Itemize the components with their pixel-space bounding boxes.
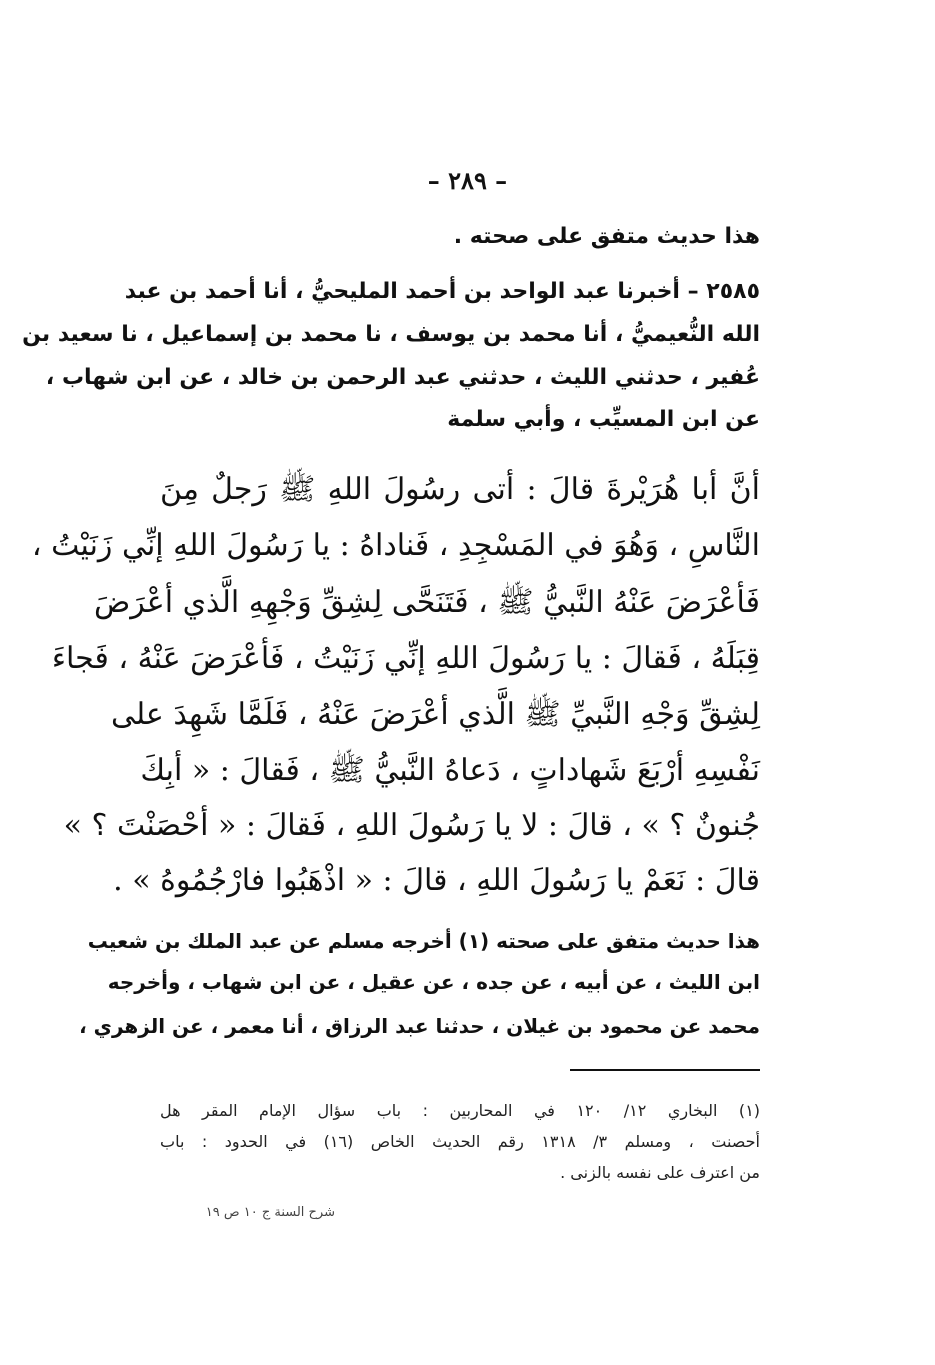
page-number: – ٢٨٩ – <box>427 166 508 195</box>
commentary-line: محمد عن محمود بن غيلان ، حدثنا عبد الرزاق ، أنا معمر ، عن الزهري ، <box>79 1014 760 1038</box>
matn-line: جُنونٌ ؟ » ، قالَ : لا يا رَسُولَ اللهِ ، فَقالَ : « أحْصَنْتَ ؟ » <box>63 808 760 843</box>
isnad-line: الله النُّعيميُّ ، أنا محمد بن يوسف ، نا محمد بن إسماعيل ، نا سعيد بن <box>22 322 760 347</box>
source-stamp: شرح السنة ج ١٠ ص ١٩ <box>205 1205 335 1220</box>
matn-line: لِشِقِّ وَجْهِ النَّبيِّ ﷺ الَّذي أعْرَضَ عَنْهُ ، فَلَمَّا شَهِدَ على <box>110 697 760 732</box>
matn-line: قِبَلَهُ ، فَقالَ : يا رَسُولَ اللهِ إنِّي زَنَيْتُ ، فَأعْرَضَ عَنْهُ ، فَجاءَ <box>51 641 760 676</box>
matn-line: النَّاسِ ، وَهُوَ في المَسْجِدِ ، فَناداهُ : يا رَسُولَ اللهِ إنِّي زَنَيْتُ ، <box>31 528 760 563</box>
matn-line: قالَ : نَعَمْ يا رَسُولَ اللهِ ، قالَ : « اذْهَبُوا فارْجُمُوهُ » . <box>113 863 760 898</box>
footnote-line: (١) البخاري ١٢/ ١٢٠ في المحاربين : باب سؤال الإمام المقر هل <box>160 1101 761 1120</box>
matn-line: فَأعْرَضَ عَنْهُ النَّبيُّ ﷺ ، فَتَنَحَّى لِشِقِّ وَجْهِهِ الَّذي أعْرَضَ <box>93 585 760 620</box>
matn-line: أنَّ أبا هُرَيْرةَ قالَ : أتى رسُولَ اللهِ ﷺ رَجلٌ مِنَ <box>160 472 760 507</box>
commentary-line: هذا حديث متفق على صحته (١) أخرجه مسلم عن عبد الملك بن شعيب <box>87 929 760 953</box>
footnote-line: من اعترف على نفسه بالزنى . <box>560 1163 760 1182</box>
intro-line: هذا حديث متفق على صحته . <box>453 224 760 249</box>
isnad-line: عُفير ، حدثني الليث ، حدثني عبد الرحمن بن خالد ، عن ابن شهاب ، <box>45 365 760 390</box>
footnote-line: أحصنت ، ومسلم ٣/ ١٣١٨ رقم الحديث الخاص (١٦) في الحدود : باب <box>160 1132 760 1151</box>
commentary-line: ابن الليث ، عن أبيه ، عن جده ، عن عقيل ، عن ابن شهاب ، وأخرجه <box>107 970 760 994</box>
footnote-separator <box>570 1069 760 1071</box>
isnad-line: عن ابن المسيِّب ، وأبي سلمة <box>447 407 760 432</box>
isnad-line: ٢٥٨٥ – أخبرنا عبد الواحد بن أحمد المليحيُّ ، أنا أحمد بن عبد <box>124 279 760 304</box>
matn-line: نَفْسِهِ أرْبَعَ شَهاداتٍ ، دَعاهُ النَّبيُّ ﷺ ، فَقالَ : « أبِكَ <box>140 753 760 788</box>
